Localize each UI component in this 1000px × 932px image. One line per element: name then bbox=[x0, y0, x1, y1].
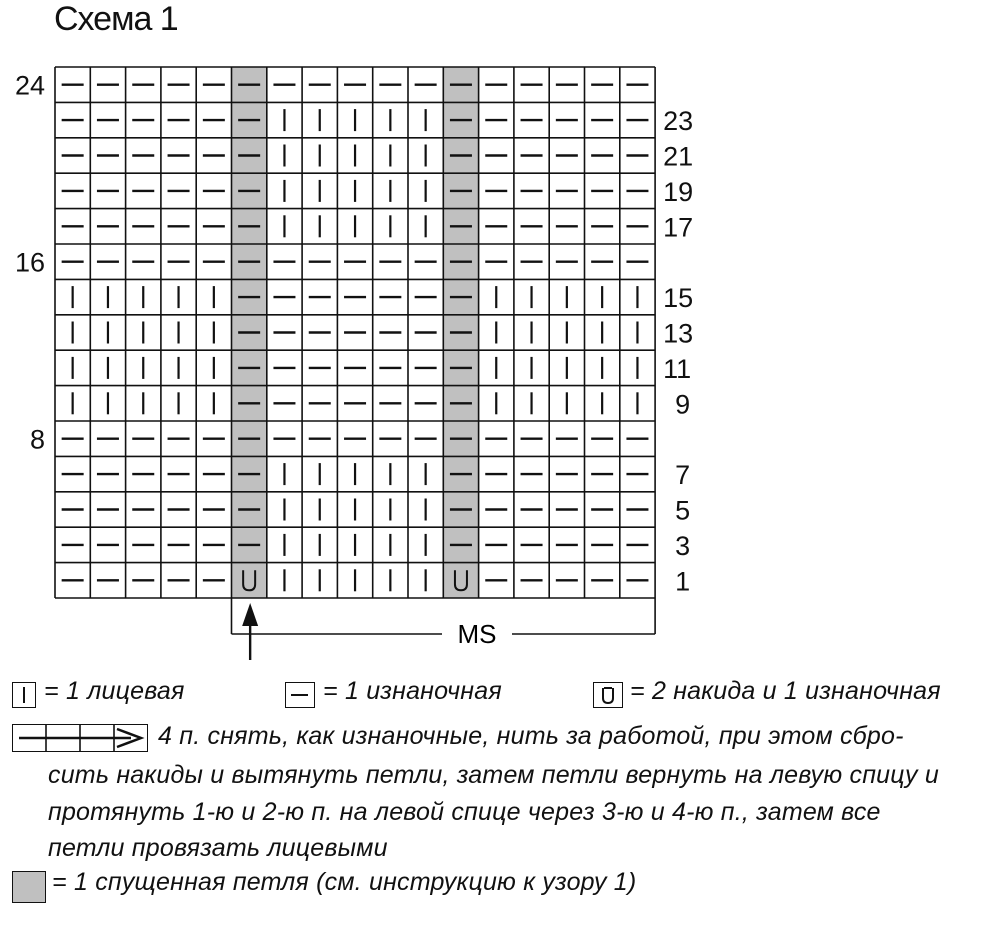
row-label-right: 13 bbox=[663, 318, 694, 349]
yarnover-symbol-icon bbox=[593, 682, 623, 708]
legend-knit: = 1 лицевая bbox=[44, 677, 185, 705]
knit-symbol-icon bbox=[12, 682, 36, 708]
row-label-right: 1 bbox=[675, 566, 691, 597]
legend-cable-line1: 4 п. снять, как изнаночные, нить за работой, при этом сбро- bbox=[158, 722, 904, 750]
row-label-left: 16 bbox=[14, 247, 45, 278]
row-label-right: 17 bbox=[663, 212, 694, 243]
row-label-right: 3 bbox=[675, 530, 691, 561]
legend-purl: = 1 изнаночная bbox=[323, 677, 502, 705]
row-label-right: 9 bbox=[675, 389, 691, 420]
row-label-right: 11 bbox=[663, 353, 692, 384]
row-label-right: 5 bbox=[675, 495, 691, 526]
dropped-stitch-swatch bbox=[12, 871, 46, 903]
row-label-left: 8 bbox=[29, 424, 45, 455]
legend-cable-line3: протянуть 1-ю и 2-ю п. на левой спице через 3-ю и 4-ю п., затем все bbox=[48, 798, 881, 826]
row-label-right: 21 bbox=[663, 141, 694, 172]
row-label-right: 15 bbox=[663, 283, 694, 314]
purl-symbol-icon bbox=[285, 682, 315, 708]
row-label-right: 7 bbox=[675, 460, 691, 491]
legend-cable-line2: сить накиды и вытянуть петли, затем петли вернуть на левую спицу и bbox=[48, 761, 939, 789]
row-label-right: 19 bbox=[663, 176, 694, 207]
legend-dropped: = 1 спущенная петля (см. инструкцию к узору 1) bbox=[52, 868, 637, 896]
legend-cable-line4: петли провязать лицевыми bbox=[48, 834, 388, 862]
legend-yarnover: = 2 накида и 1 изнаночная bbox=[630, 677, 941, 705]
chart-title: Схема 1 bbox=[54, 0, 178, 38]
row-label-right: 23 bbox=[663, 106, 694, 137]
row-label-left: 24 bbox=[14, 70, 45, 101]
cable-symbol-icon bbox=[12, 724, 148, 752]
repeat-label: MS bbox=[457, 619, 497, 649]
